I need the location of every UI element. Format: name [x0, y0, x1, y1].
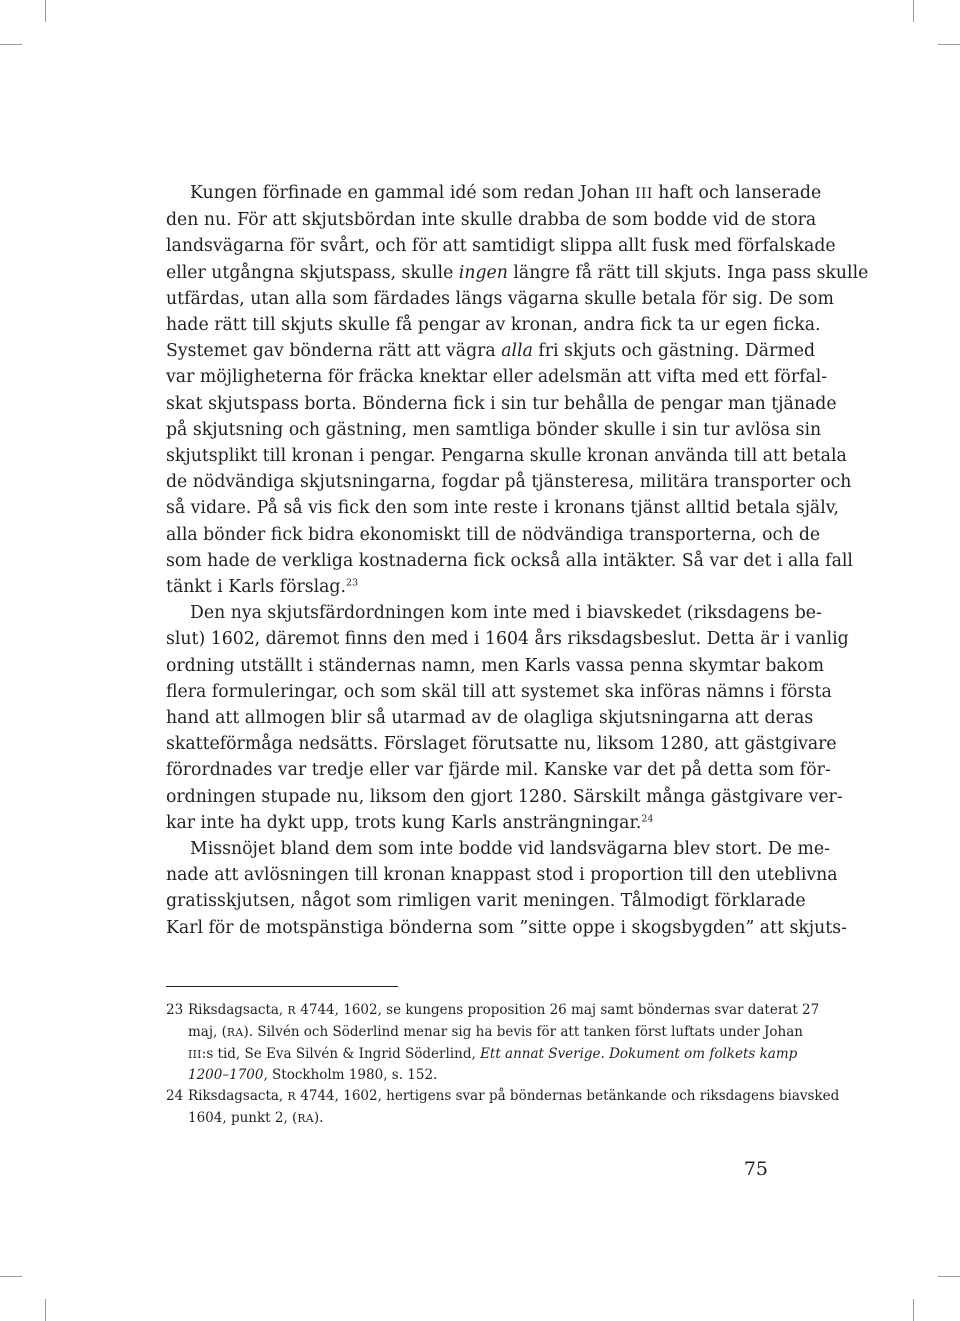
text-run: skatteförmåga nedsätts. Förslaget förutsatte nu, liksom 1280, att gästgivare [166, 734, 837, 755]
text-run: ordning utställt i ständernas namn, men Karls vassa penna skymtar bakom [166, 655, 824, 676]
text-run: Den nya skjutsfärdordningen kom inte med i biavskedet (riksdagens be- [190, 603, 822, 624]
text-run: var möjligheterna för fräcka knektar eller adelsmän att vifta med ett förfal- [166, 367, 828, 388]
crop-mark [0, 44, 22, 45]
footnote-ref: 24 [641, 813, 654, 825]
text-line [166, 548, 853, 574]
italic-text: Ett annat Sverige. Dokument om folkets kamp [480, 1045, 798, 1062]
text-line [166, 391, 837, 417]
text-line [166, 180, 822, 207]
text-line [188, 1022, 803, 1044]
text-run: förordnades var tredje eller var fjärde mil. Kanske var det på detta som för- [166, 760, 831, 781]
small-caps-text: R [287, 1090, 296, 1104]
footnote-number: 23 [166, 1002, 184, 1018]
footnote-ref: 23 [346, 577, 359, 589]
text-run: hade rätt till skjuts skulle få pengar av kronan, andra fick ta ur egen ficka. [166, 315, 821, 336]
text-run: flera formuleringar, och som skäl till att systemet ska införas nämns i första [166, 681, 832, 702]
crop-mark [45, 1299, 46, 1321]
text-run: fri skjuts och gästning. Därmed [532, 341, 816, 362]
text-run: 4744, 1602, se kungens proposition 26 maj samt böndernas svar daterat 27 [296, 1002, 820, 1018]
text-run: eller utgångna skjutspass, skulle [166, 262, 459, 283]
text-line [166, 731, 837, 757]
paragraph [166, 180, 869, 600]
text-run: landsvägarna för svårt, och för att samtidigt slippa allt fusk med förfalskade [166, 236, 836, 257]
text-line [188, 1044, 798, 1066]
text-line [188, 1108, 770, 1130]
text-line [166, 417, 822, 443]
text-line [166, 862, 838, 888]
footnote [166, 1086, 840, 1130]
text-run: haft och lanserade [652, 183, 822, 203]
text-run: utfärdas, utan alla som färdades längs vägarna skulle betala för sig. De som [166, 288, 834, 309]
text-line [166, 836, 830, 862]
crop-mark [913, 0, 914, 22]
italic-text: 1200–1700, [188, 1067, 268, 1084]
small-caps-text: RA [226, 1025, 244, 1039]
text-run: Missnöjet bland dem som inte bodde vid landsvägarna blev stort. De me- [190, 839, 830, 860]
text-line [166, 207, 817, 233]
text-run: Stockholm 1980, s. 152. [267, 1067, 438, 1084]
text-line [166, 888, 806, 914]
text-run: Riksdagsacta, [188, 1088, 288, 1105]
text-run: ordningen stupade nu, liksom den gjort 1280. Särskilt många gästgivare ver- [166, 786, 843, 807]
small-caps-text: R [287, 1004, 296, 1017]
text-run: som hade de verkliga kostnaderna fick också alla intäkter. Så var det i alla fall [166, 550, 853, 571]
small-caps-text: III [188, 1047, 202, 1061]
footnote-rule [166, 986, 398, 987]
text-line [166, 443, 847, 469]
paragraph [166, 600, 849, 836]
text-line [166, 653, 824, 679]
text-line [166, 233, 836, 259]
text-line [166, 312, 821, 338]
text-run: hand att allmogen blir så utarmad av de olagliga skjutsningarna att deras [166, 708, 814, 729]
crop-mark [45, 0, 46, 22]
text-line [188, 1086, 840, 1108]
text-line [166, 338, 816, 364]
text-run: Riksdagsacta, [188, 1002, 288, 1018]
paragraph [166, 836, 847, 941]
text-run: Kungen förfinade en gammal idé som redan Johan [190, 183, 636, 203]
footnote-number: 24 [166, 1088, 184, 1105]
text-line [166, 286, 834, 312]
footnotes [166, 1000, 840, 1130]
crop-mark [938, 44, 960, 45]
text-line [166, 705, 814, 731]
text-line [166, 757, 831, 783]
crop-mark [938, 1276, 960, 1277]
body-text [166, 180, 869, 941]
text-line [166, 364, 828, 390]
text-line [166, 469, 852, 495]
text-run: på skjutsning och gästning, men samtliga bönder skulle i sin tur avlösa sin [166, 419, 822, 440]
text-run: maj, ( [188, 1023, 227, 1040]
text-run: Systemet gav bönderna rätt att vägra [166, 341, 502, 362]
text-run: slut) 1602, däremot finns den med i 1604 års riksdagsbeslut. Detta är i vanlig [166, 629, 849, 650]
text-run: :s tid, Se Eva Silvén & Ingrid Söderlind, [201, 1045, 481, 1062]
text-line [166, 810, 770, 836]
text-run: de nödvändiga skjutsningarna, fogdar på tjänsteresa, militära transporter och [166, 472, 852, 493]
crop-mark [913, 1299, 914, 1321]
text-run: kar inte ha dykt upp, trots kung Karls ansträngningar. [166, 812, 642, 833]
italic-text: alla [501, 341, 533, 362]
text-line [166, 574, 770, 600]
small-caps-text: RA [297, 1111, 314, 1125]
footnote [166, 1000, 820, 1086]
text-line [188, 1000, 820, 1022]
italic-text: ingen [458, 262, 508, 283]
text-run: ). Silvén och Söderlind menar sig ha bevis för att tanken först luftats under Johan [243, 1023, 803, 1040]
text-run: gratisskjutsen, något som rimligen varit meningen. Tålmodigt förklarade [166, 891, 806, 912]
text-line [166, 495, 839, 521]
text-line [166, 784, 843, 810]
text-run: 4744, 1602, hertigens svar på böndernas betänkande och riksdagens biavsked [296, 1088, 840, 1105]
text-line [166, 679, 832, 705]
text-line [166, 522, 821, 548]
text-run: tänkt i Karls förslag. [166, 577, 346, 598]
text-run: så vidare. På så vis fick den som inte reste i kronans tjänst alltid betala själv, [166, 498, 839, 519]
text-line [188, 1065, 770, 1086]
page-number: 75 [743, 1158, 768, 1180]
text-run: nade att avlösningen till kronan knappast stod i proportion till den uteblivna [166, 865, 838, 886]
text-run: 1604, punkt 2, ( [188, 1109, 298, 1126]
text-run: Karl för de motspänstiga bönderna som ”sitte oppe i skogsbygden” att skjuts- [166, 917, 847, 938]
text-run: skat skjutspass borta. Bönderna fick i sin tur behålla de pengar man tjänade [166, 393, 837, 414]
text-line [166, 260, 869, 286]
text-run: längre få rätt till skjuts. Inga pass skulle [507, 262, 869, 283]
text-run: alla bönder fick bidra ekonomiskt till de nödvändiga transporterna, och de [166, 524, 821, 545]
text-line [166, 600, 822, 626]
text-run: ). [313, 1109, 324, 1126]
small-caps-text: III [635, 186, 653, 202]
text-line [166, 915, 847, 941]
text-run: den nu. För att skjutsbördan inte skulle drabba de som bodde vid de stora [166, 210, 817, 231]
text-line [166, 626, 849, 652]
crop-mark [0, 1276, 22, 1277]
text-run: skjutsplikt till kronan i pengar. Pengarna skulle kronan använda till att betala [166, 446, 847, 467]
